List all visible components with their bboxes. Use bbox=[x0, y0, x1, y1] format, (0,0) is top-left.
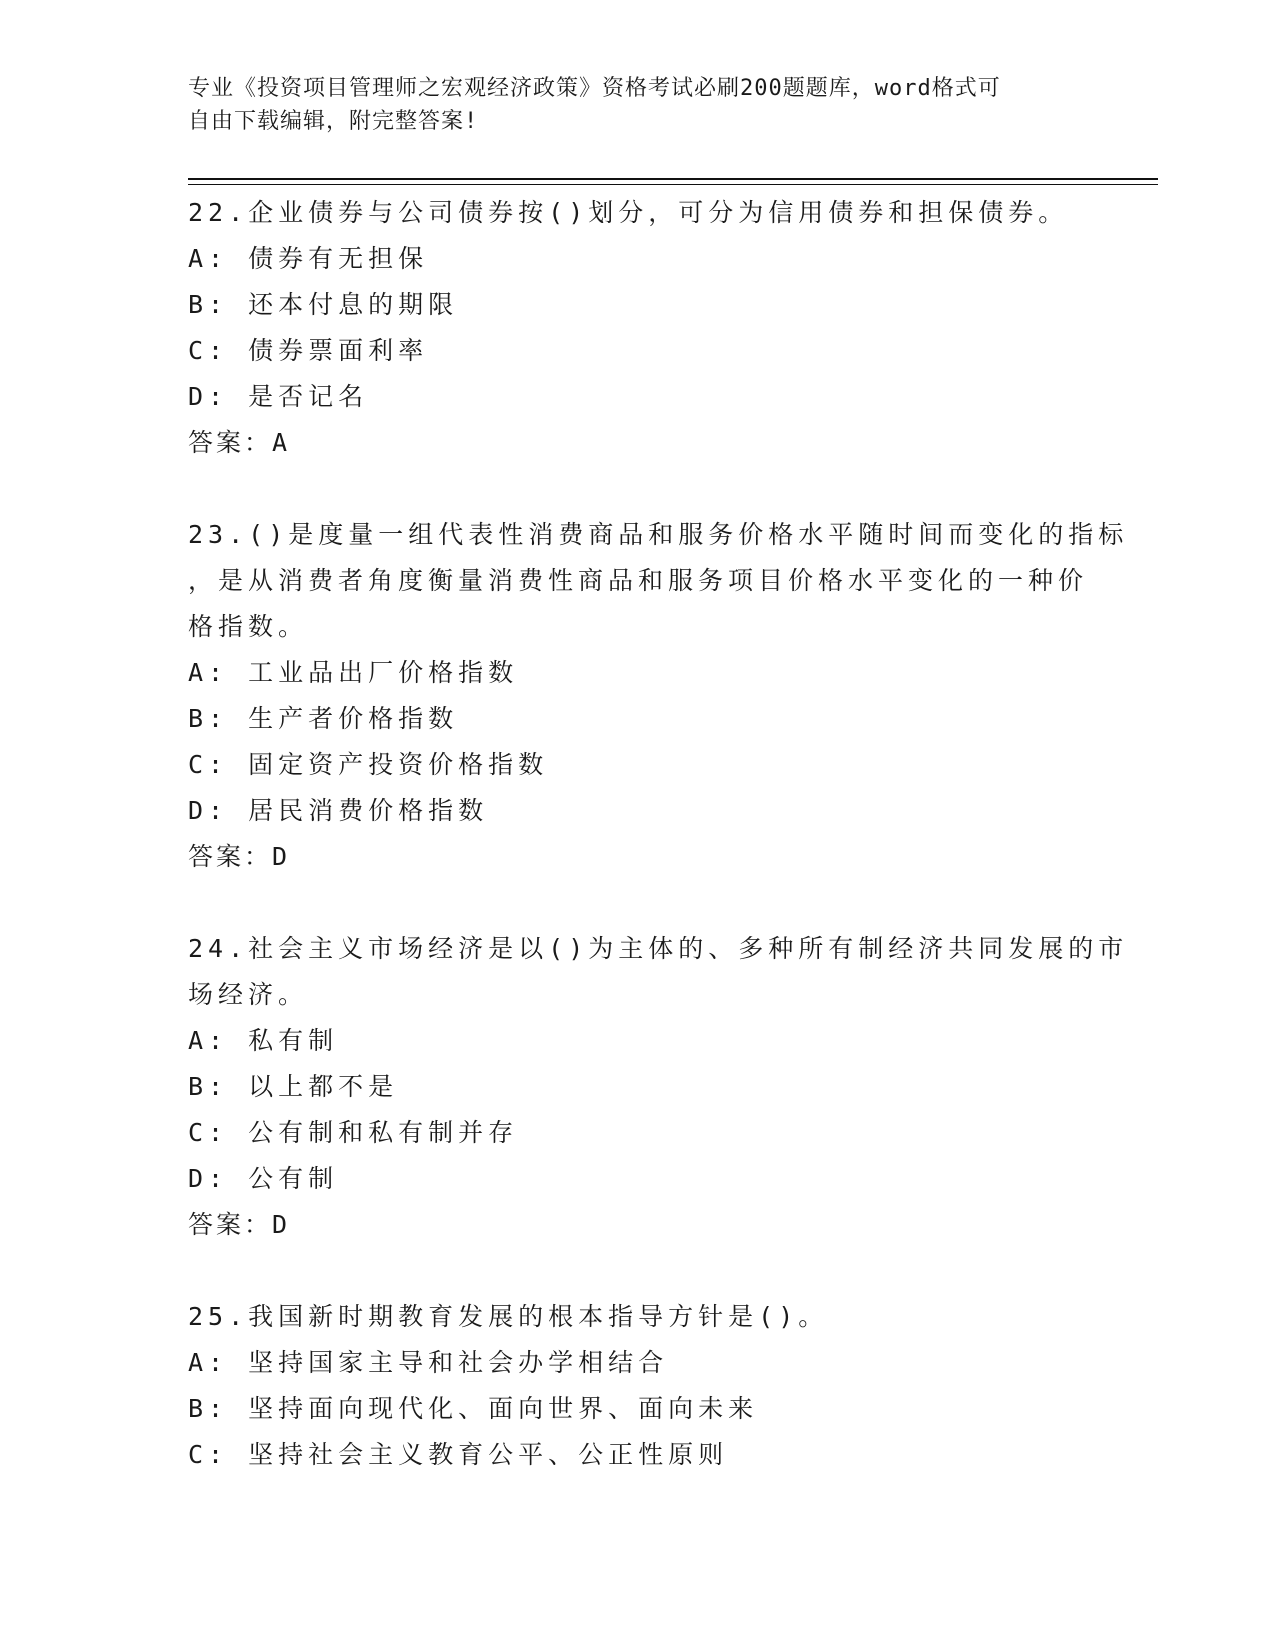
question-stem: 22.企业债券与公司债券按()划分，可分为信用债券和担保债券。 bbox=[188, 198, 1069, 227]
question-list bbox=[188, 190, 1129, 1524]
document-header bbox=[188, 72, 1088, 138]
option-c: C: 债券票面利率 bbox=[188, 336, 429, 365]
option-a: A: 债券有无担保 bbox=[188, 244, 429, 273]
option-a: A: 工业品出厂价格指数 bbox=[188, 658, 519, 687]
question-25 bbox=[188, 1294, 1088, 1478]
question-stem: 场经济。 bbox=[188, 980, 309, 1009]
option-c: C: 坚持社会主义教育公平、公正性原则 bbox=[188, 1440, 729, 1469]
question-stem: 格指数。 bbox=[188, 612, 309, 641]
question-22 bbox=[188, 190, 1088, 466]
option-a: A: 坚持国家主导和社会办学相结合 bbox=[188, 1348, 669, 1377]
question-24 bbox=[188, 926, 1129, 1248]
option-b: B: 生产者价格指数 bbox=[188, 704, 459, 733]
option-b: B: 以上都不是 bbox=[188, 1072, 399, 1101]
option-c: C: 公有制和私有制并存 bbox=[188, 1118, 519, 1147]
option-b: B: 还本付息的期限 bbox=[188, 290, 459, 319]
option-d: D: 是否记名 bbox=[188, 382, 369, 411]
header-rule-thick bbox=[188, 178, 1158, 180]
header-rule-thin bbox=[188, 184, 1158, 185]
option-a: A: 私有制 bbox=[188, 1026, 339, 1055]
option-d: D: 公有制 bbox=[188, 1164, 339, 1193]
question-stem: ，是从消费者角度衡量消费性商品和服务项目价格水平变化的一种价 bbox=[188, 566, 1089, 595]
answer: 答案：D bbox=[188, 842, 291, 871]
header-line-2: 自由下载编辑，附完整答案! bbox=[188, 109, 479, 134]
answer: 答案：D bbox=[188, 1210, 291, 1239]
question-23 bbox=[188, 512, 1129, 880]
header-line-1: 专业《投资项目管理师之宏观经济政策》资格考试必刷200题题库，word格式可 bbox=[188, 76, 1001, 101]
option-c: C: 固定资产投资价格指数 bbox=[188, 750, 549, 779]
option-d: D: 居民消费价格指数 bbox=[188, 796, 489, 825]
question-stem: 23.()是度量一组代表性消费商品和服务价格水平随时间而变化的指标 bbox=[188, 520, 1129, 549]
answer: 答案：A bbox=[188, 428, 291, 457]
option-b: B: 坚持面向现代化、面向世界、面向未来 bbox=[188, 1394, 759, 1423]
question-stem: 24.社会主义市场经济是以()为主体的、多种所有制经济共同发展的市 bbox=[188, 934, 1129, 963]
question-stem: 25.我国新时期教育发展的根本指导方针是()。 bbox=[188, 1302, 829, 1331]
